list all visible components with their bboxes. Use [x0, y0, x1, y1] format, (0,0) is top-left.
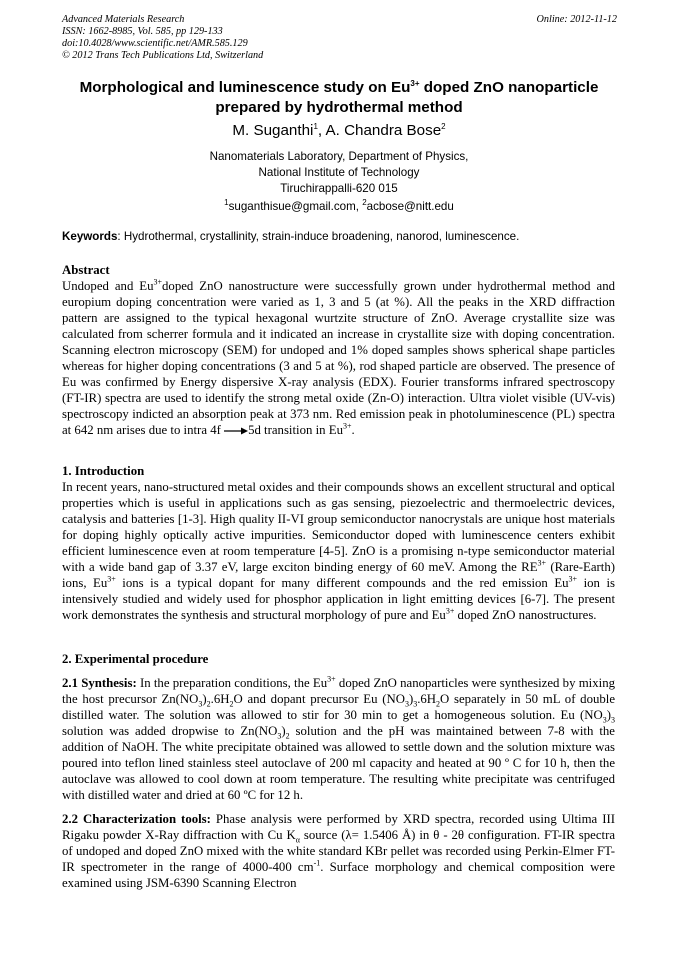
arrow-right-icon — [224, 427, 248, 435]
characterization-text: 2.2 Characterization tools: Phase analysis were performed by XRD spectra, recorded using Ultima III Rigaku powder X-Ray diffraction with Cu $K_\alpha$ source (λ= 1.5406 Å) in θ - 2θ configuration. FT-IR spectra of undoped and doped ZnO mixed with the white standard KBr pellet was recorded using Perkin-Elmer FT-IR spectrometer in the range of 4000-400 $cm^{-1}$. Surface morphology and chemical composition were examined using JSM-6390 Scanning Electron — [62, 812, 616, 890]
experimental-heading: 2. Experimental procedure — [62, 652, 209, 666]
email-link[interactable]: acbose@nitt.edu — [366, 200, 454, 213]
author-emails: $^1$suganthisue@gmail.com, $^2$acbose@nitt.edu — [224, 198, 454, 213]
paper-title: Morphological and luminescence study on $Eu^{3+}$ doped ZnO nanoparticle prepared by hydrothermal method — [79, 78, 599, 116]
introduction-section — [62, 463, 615, 623]
keywords-text: Hydrothermal, crystallinity, strain-induce broadening, nanorod, luminescence. — [123, 230, 520, 243]
synthesis-label: 2.1 Synthesis: — [62, 676, 137, 690]
online-date: Online: 2012-11-12 — [536, 14, 617, 25]
journal-name: Advanced Materials Research — [62, 14, 185, 25]
author-list: M. Suganthi$^1$, A. Chandra Bose$^2$ — [232, 121, 446, 139]
keywords-label: Keywords — [62, 230, 118, 243]
characterization-section — [62, 811, 615, 891]
email-link[interactable]: suganthisue@gmail.com, — [228, 200, 363, 213]
abstract-section — [62, 262, 615, 438]
introduction-heading: 1. Introduction — [62, 464, 145, 478]
author-name: A. Chandra Bose — [325, 122, 442, 139]
author-name: M. Suganthi — [232, 122, 314, 139]
abstract-heading: Abstract — [62, 263, 110, 277]
journal-header — [62, 14, 617, 62]
introduction-text: In recent years, nano-structured metal oxides and their compounds shows an excellent structural and optical properties which is useful in applications such as gas sensing, piezoelectric and thermoelectric devices, catalysis and batteries [1-3]. High quality II-VI group semiconductor nanocrystals are unique host materials for doping highly optically active impurities. Semiconductor doped with luminescence centers exhibit efficient luminescence even at room temperature [4-5]. ZnO is a promising n-type semiconductor material with a wide band gap of 3.37 eV, large exciton binding energy of 60 meV. Among the $RE^{3+}$ (Rare-Earth) ions, $Eu^{3+}$ ions is a typical dopant for many different compounds and the red emission $Eu^{3+}$ ion is intensively studied and widely used for phosphor application in light emitting devices [6-7]. The present work demonstrates the synthesis and structural morphology of pure and $Eu^{3+}$ doped ZnO nanostructures. — [62, 480, 615, 622]
issn-line: ISSN: 1662-8985, Vol. 585, pp 129-133 — [62, 26, 223, 37]
synthesis-text: 2.1 Synthesis: In the preparation conditions, the $Eu^{3+}$ doped ZnO nanoparticles were synthesized by mixing the host precursor $Zn(NO_3)_2.6H_2O$ and dopant precursor Eu $(NO_3)_3.6H_2O$ separately in 50 mL of double distilled water. The solution was allowed to stir for 30 min to get a homogeneous solution. Eu $(NO_3)_3$ solution was added dropwise to $Zn(NO_3)_2$ solution and the pH was maintained between 7-8 with the addition of NaOH. The white precipitate obtained was allowed to settle down and the solution mixture was poured into teflon lined stainless steel autoclave of 200 ml capacity and heated at 90 º C for 10 h, then the autoclave was allowed to cool down at room temperature. The resulting white precipitate was centrifuged with distilled water and dried at 60 ºC for 12 h. — [62, 674, 616, 802]
abstract-text: Undoped and $Eu^{3+}doped$ ZnO nanostructure were successfully grown under hydrothermal method and europium doping concentration were varied as 1, 3 and 5 (at %). All the peaks in the XRD diffraction pattern are assigned to the typical hexagonal wurtzite structure of ZnO. Average crystallite size was calculated from scherrer formula and it indicated an increase in crystallite size with doping concentration. Scanning electron microscopy (SEM) for undoped and 1% doped samples shows spherical shape particles whereas for higher doping concentrations (3 and 5 at %), rod shaped particle are observed. The presence of Eu was confirmed by Energy dispersive X-ray analysis (EDX). Fourier transforms infrared spectroscopy (FT-IR) spectra are used to identify the strong metal oxide (Zn-O) interaction. Ultra violet visible (UV-vis) spectroscopy indicted an absorption peak at 373 nm. Red emission peak in photoluminescence (PL) spectra at 642 nm arises due to intra 4f 5d transition in $Eu^{3+}$. — [62, 277, 615, 437]
synthesis-section — [62, 675, 615, 803]
doi-line: doi:10.4028/www.scientific.net/AMR.585.129 — [62, 38, 248, 49]
keywords: Keywords: Hydrothermal, crystallinity, strain-induce broadening, nanorod, luminescence. — [62, 230, 520, 243]
affiliation: Nanomaterials Laboratory, Department of Physics, National Institute of Technology Tiruchirappalli-620 015 — [209, 150, 469, 195]
characterization-label: 2.2 Characterization tools: — [62, 812, 211, 826]
copyright-line: © 2012 Trans Tech Publications Ltd, Switzerland — [62, 50, 264, 61]
